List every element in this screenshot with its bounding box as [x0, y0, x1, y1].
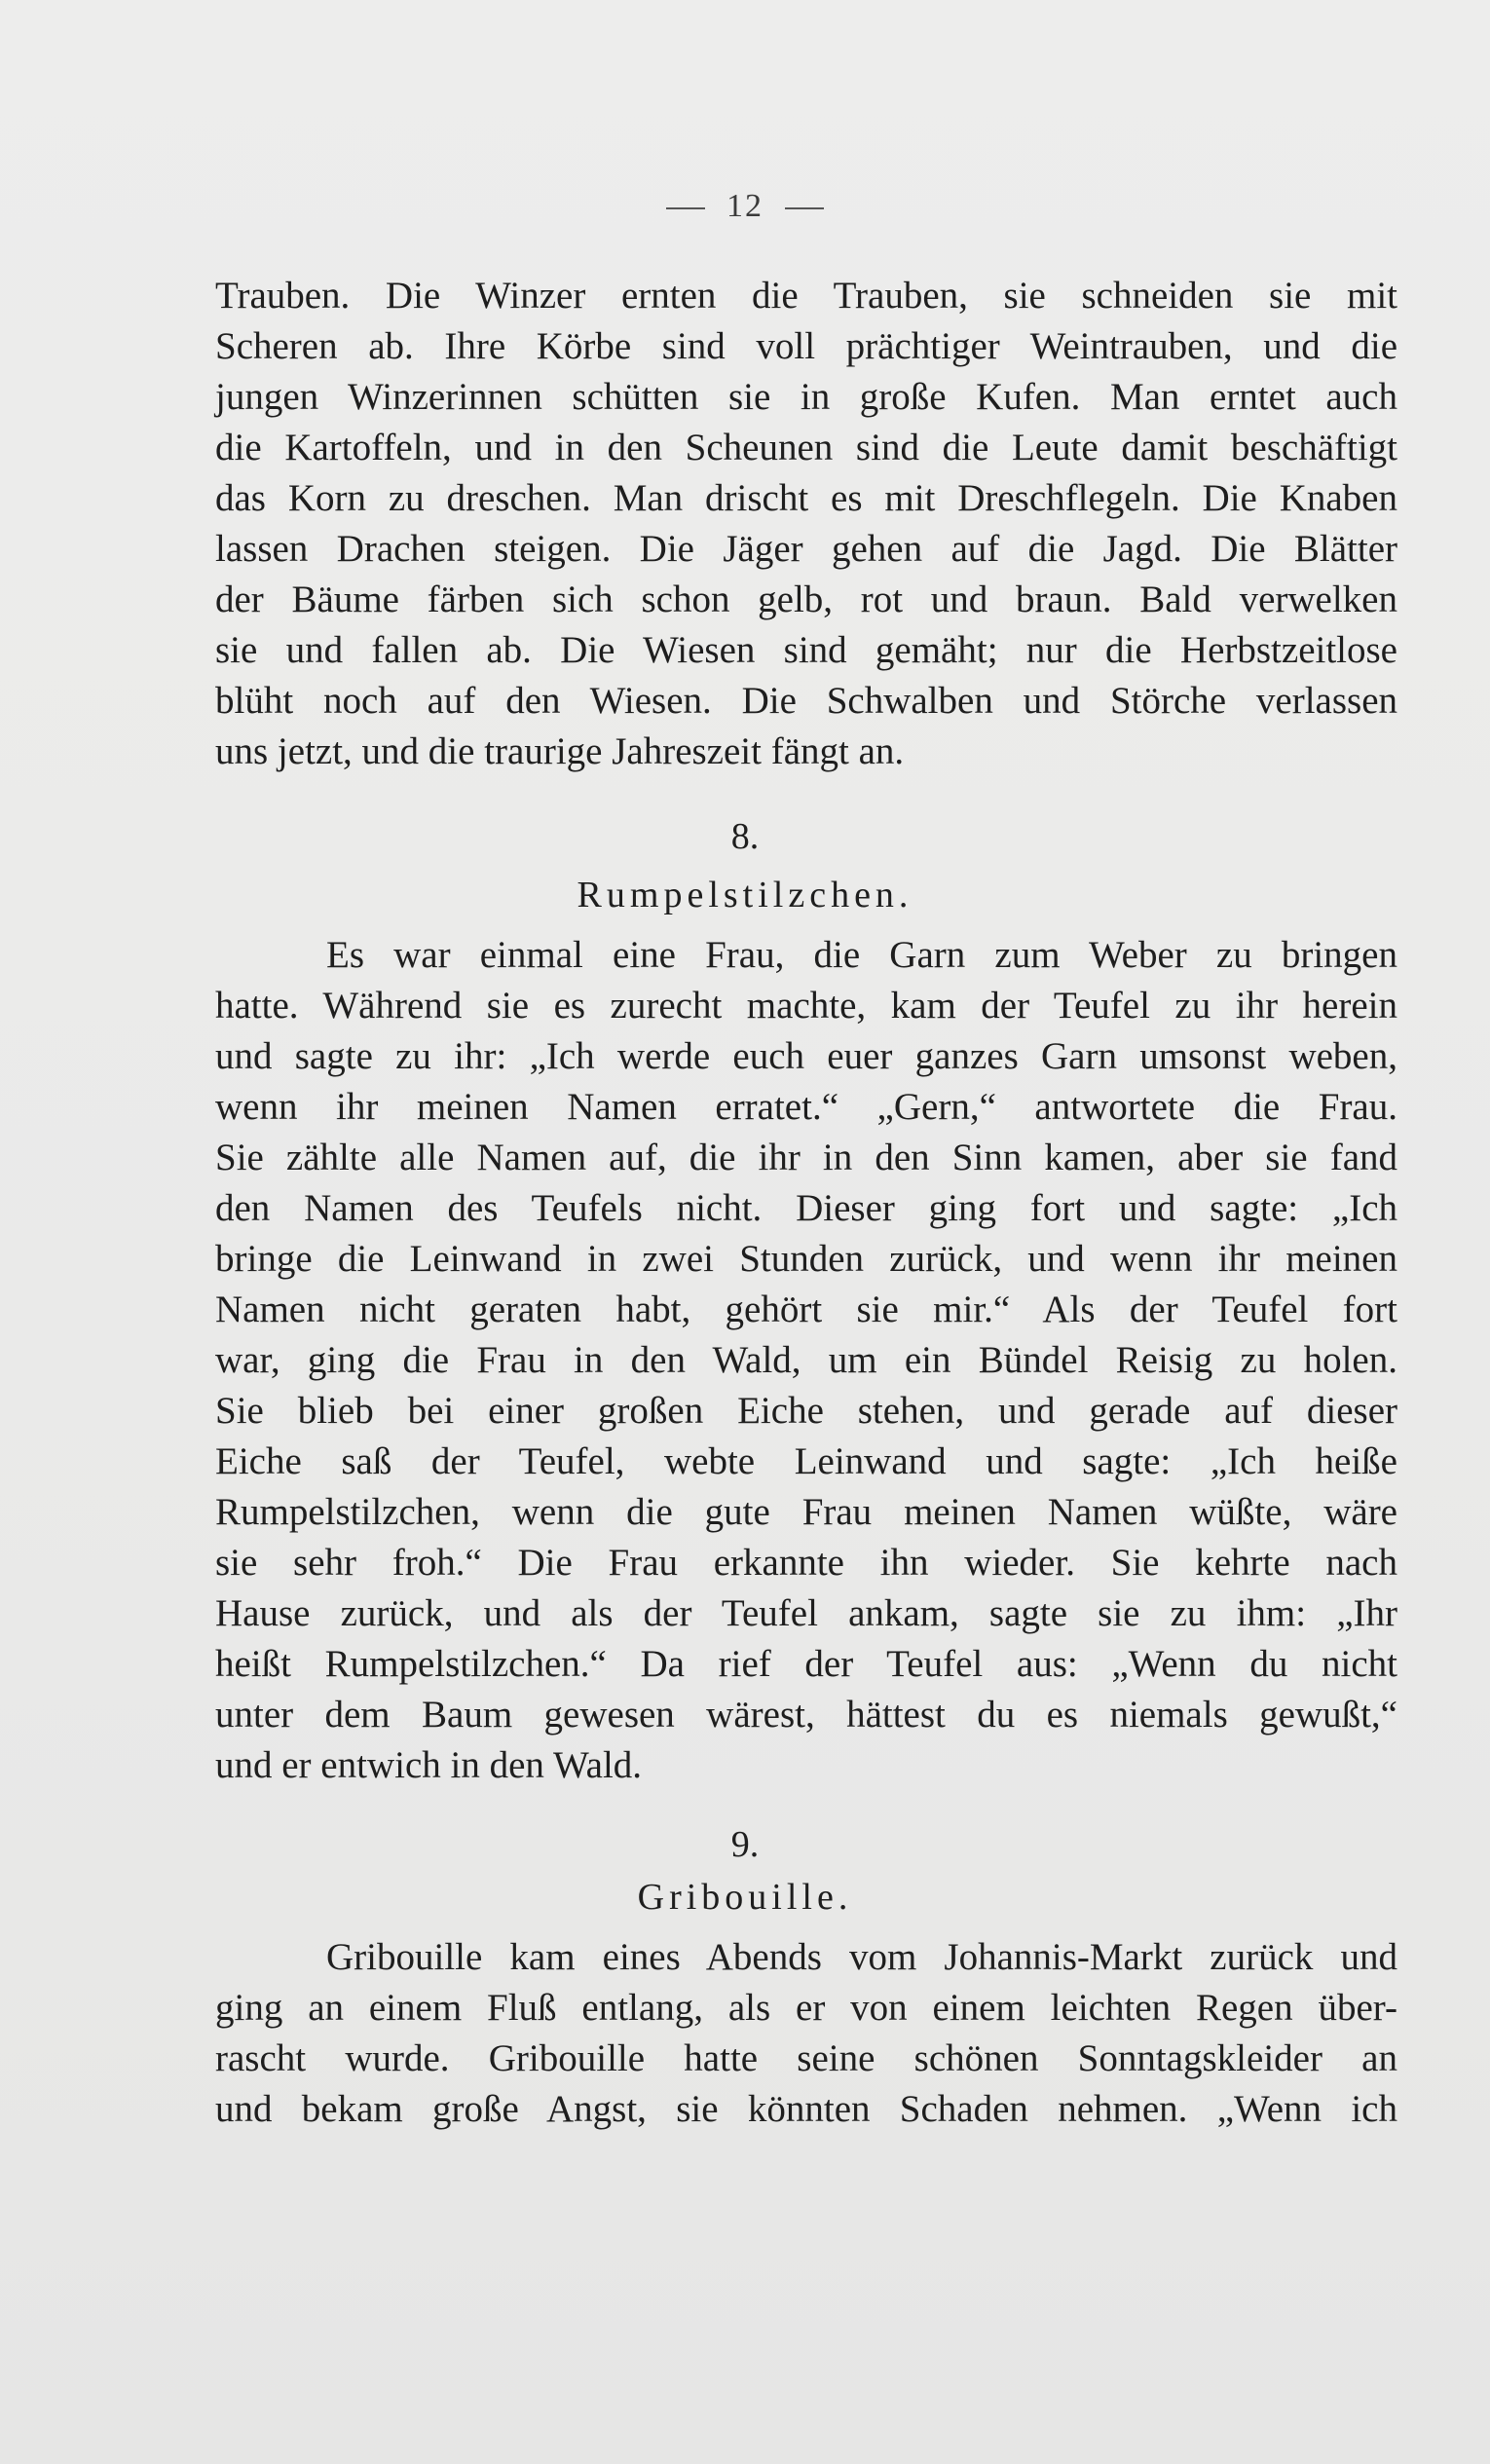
text-line: Trauben. Die Winzer ernten die Trauben, sie schneiden sie mit: [215, 275, 1397, 317]
text-line: unter dem Baum gewesen wärest, hättest du es niemals gewußt,“: [215, 1694, 1397, 1736]
text-line: den Namen des Teufels nicht. Dieser ging fort und sagte: „Ich: [215, 1187, 1397, 1229]
section-title: Gribouille.: [637, 1877, 853, 1918]
text-line: Eiche saß der Teufel, webte Leinwand und sagte: „Ich heiße: [215, 1440, 1397, 1482]
section-number: 8.: [730, 816, 760, 857]
text-line: bringe die Leinwand in zwei Stunden zurück, und wenn ihr meinen: [215, 1238, 1397, 1280]
text-line: war, ging die Frau in den Wald, um ein Bündel Reisig zu holen.: [215, 1339, 1397, 1381]
text-line: uns jetzt, und die traurige Jahreszeit fängt an.: [215, 730, 905, 772]
page-number: 12: [0, 188, 1490, 225]
text-line: ging an einem Fluß entlang, als er von einem leichten Regen über-: [215, 1987, 1397, 2029]
text-line: Gribouille kam eines Abends vom Johannis-Markt zurück und: [326, 1936, 1397, 1978]
text-line: das Korn zu dreschen. Man drischt es mit Dreschflegeln. Die Knaben: [215, 477, 1397, 519]
text-line: Sie zählte alle Namen auf, die ihr in den Sinn kamen, aber sie fand: [215, 1137, 1397, 1178]
text-line: Namen nicht geraten habt, gehört sie mir.“ Als der Teufel fort: [215, 1288, 1397, 1330]
text-line: Es war einmal eine Frau, die Garn zum Weber zu bringen: [326, 934, 1397, 976]
text-line: jungen Winzerinnen schütten sie in große Kufen. Man erntet auch: [215, 376, 1397, 418]
text-line: wenn ihr meinen Namen erratet.“ „Gern,“ antwortete die Frau.: [215, 1086, 1397, 1128]
text-line: blüht noch auf den Wiesen. Die Schwalben und Störche verlassen: [215, 680, 1397, 722]
text-line: Sie blieb bei einer großen Eiche stehen, und gerade auf dieser: [215, 1390, 1397, 1432]
text-line: sie und fallen ab. Die Wiesen sind gemäht; nur die Herbstzeitlose: [215, 629, 1397, 671]
text-line: und er entwich in den Wald.: [215, 1744, 643, 1786]
text-line: und sagte zu ihr: „Ich werde euch euer ganzes Garn umsonst weben,: [215, 1035, 1397, 1077]
text-line: heißt Rumpelstilzchen.“ Da rief der Teufel aus: „Wenn du nicht: [215, 1643, 1397, 1685]
section-title: Rumpelstilzchen.: [577, 875, 913, 915]
text-line: Rumpelstilzchen, wenn die gute Frau meinen Namen wüßte, wäre: [215, 1491, 1397, 1533]
text-line: sie sehr froh.“ Die Frau erkannte ihn wieder. Sie kehrte nach: [215, 1542, 1397, 1584]
dash-right: [785, 207, 824, 209]
text-line: der Bäume färben sich schon gelb, rot und braun. Bald verwelken: [215, 579, 1397, 620]
text-line: hatte. Während sie es zurecht machte, kam der Teufel zu ihr herein: [215, 985, 1397, 1027]
text-line: Hause zurück, und als der Teufel ankam, sagte sie zu ihm: „Ihr: [215, 1592, 1397, 1634]
text-line: lassen Drachen steigen. Die Jäger gehen auf die Jagd. Die Blätter: [215, 528, 1397, 570]
text-line: Scheren ab. Ihre Körbe sind voll prächtiger Weintrauben, und die: [215, 325, 1397, 367]
section-number: 9.: [730, 1824, 760, 1865]
dash-left: [666, 207, 705, 209]
text-line: rascht wurde. Gribouille hatte seine schönen Sonntagskleider an: [215, 2037, 1397, 2079]
text-line: und bekam große Angst, sie könnten Schaden nehmen. „Wenn ich: [215, 2088, 1397, 2130]
text-line: die Kartoffeln, und in den Scheunen sind die Leute damit beschäftigt: [215, 427, 1397, 468]
